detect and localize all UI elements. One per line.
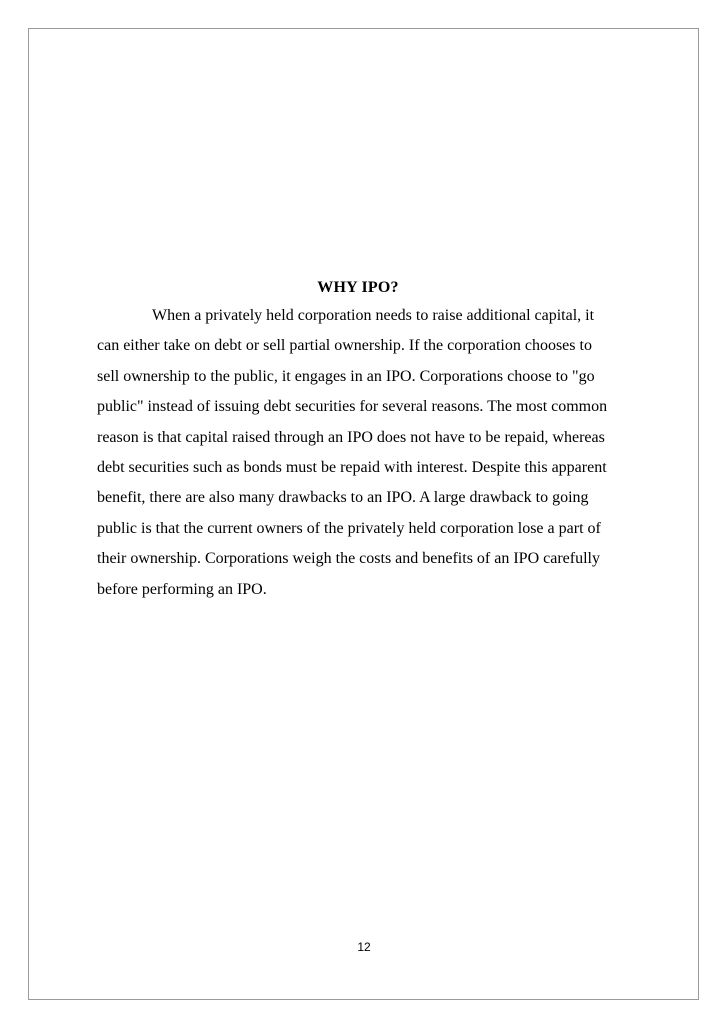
paragraph-line: public" instead of issuing debt securities for several reasons. The most common xyxy=(97,398,608,416)
paragraph-line: reason is that capital raised through an IPO does not have to be repaid, whereas xyxy=(97,428,605,446)
paragraph-line: When a privately held corporation needs to raise additional capital, it xyxy=(152,307,595,324)
body-paragraph xyxy=(97,301,647,605)
section-heading-text: WHY IPO? xyxy=(317,279,399,296)
paragraph-line: can either take on debt or sell partial ownership. If the corporation chooses to xyxy=(97,337,592,355)
paragraph-line: debt securities such as bonds must be repaid with interest. Despite this apparent xyxy=(97,459,607,477)
paragraph-line: before performing an IPO. xyxy=(97,580,267,598)
paragraph-line: sell ownership to the public, it engages in an IPO. Corporations choose to "go xyxy=(97,367,595,385)
section-heading xyxy=(0,279,728,297)
page-number xyxy=(0,940,728,954)
paragraph-line: public is that the current owners of the privately held corporation lose a part of xyxy=(97,519,601,537)
paragraph-line: their ownership. Corporations weigh the costs and benefits of an IPO carefully xyxy=(97,550,600,568)
paragraph-line: benefit, there are also many drawbacks to an IPO. A large drawback to going xyxy=(97,489,589,507)
page-number-text: 12 xyxy=(357,940,371,954)
